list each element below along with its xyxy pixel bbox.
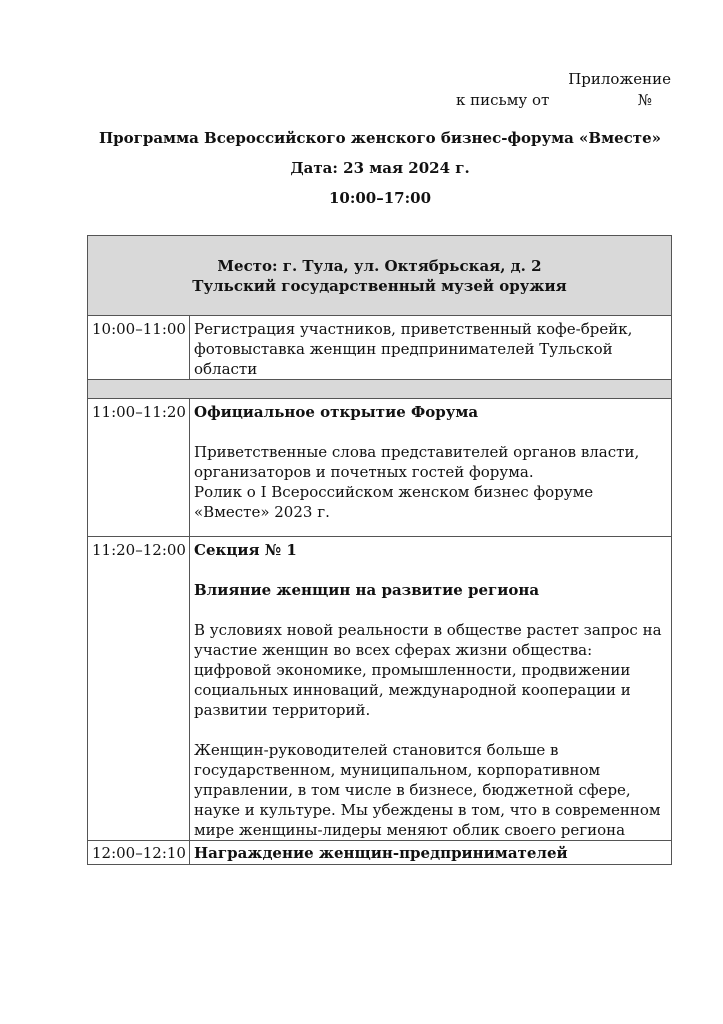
separator-cell <box>88 380 672 399</box>
table-row <box>88 399 672 537</box>
program-title: Программа Всероссийского женского бизнес-форума «Вместе» <box>98 129 662 147</box>
row-paragraph: Приветственные слова представителей органов власти, организаторов и почетных гостей форума. <box>194 443 640 481</box>
table-row <box>88 316 672 380</box>
row-paragraph: Женщин-руководителей становится больше в государственном, муниципальном, корпоративном управлении, в том числе в бизнесе, бюджетной сфере, науке и культуре. Мы убеждены в том, что в современном мире женщины-лидеры меняют облик своего региона <box>194 741 661 839</box>
letter-reference <box>456 90 652 110</box>
row-time: 11:00–11:20 <box>88 399 190 537</box>
venue-row <box>88 236 672 316</box>
letter-ref-text: к письму от <box>456 91 550 109</box>
row-time: 12:00–12:10 <box>88 841 190 865</box>
row-content <box>190 399 672 537</box>
table-row <box>88 841 672 865</box>
program-table <box>87 235 672 865</box>
row-title: Секция № 1 <box>194 541 297 559</box>
venue-name: Тульский государственный музей оружия <box>192 276 567 295</box>
venue-cell <box>88 236 672 316</box>
venue-address: Место: г. Тула, ул. Октябрьская, д. 2 <box>217 256 542 275</box>
appendix-label: Приложение <box>568 70 671 88</box>
separator-row <box>88 380 672 399</box>
row-paragraph: В условиях новой реальности в обществе растет запрос на участие женщин во всех сферах жизни общества: цифровой экономике, промышленности, продвижении социальных инноваций, международной кооперации и развитии территорий. <box>194 621 662 719</box>
row-title: Награждение женщин-предпринимателей <box>190 841 672 865</box>
row-time: 11:20–12:00 <box>88 537 190 841</box>
row-paragraph: Ролик о I Всероссийском женском бизнес форуме «Вместе» 2023 г. <box>194 483 594 521</box>
program-time: 10:00–17:00 <box>328 189 432 207</box>
row-subtitle: Влияние женщин на развитие региона <box>194 581 540 599</box>
row-content <box>190 537 672 841</box>
row-title: Официальное открытие Форума <box>194 403 479 421</box>
row-time: 10:00–11:00 <box>88 316 190 380</box>
table-row <box>88 537 672 841</box>
number-sign: № <box>637 91 652 109</box>
row-text: Регистрация участников, приветственный кофе-брейк, фотовыставка женщин предпринимателей Тульской области <box>190 316 672 380</box>
program-date: Дата: 23 мая 2024 г. <box>290 159 470 177</box>
